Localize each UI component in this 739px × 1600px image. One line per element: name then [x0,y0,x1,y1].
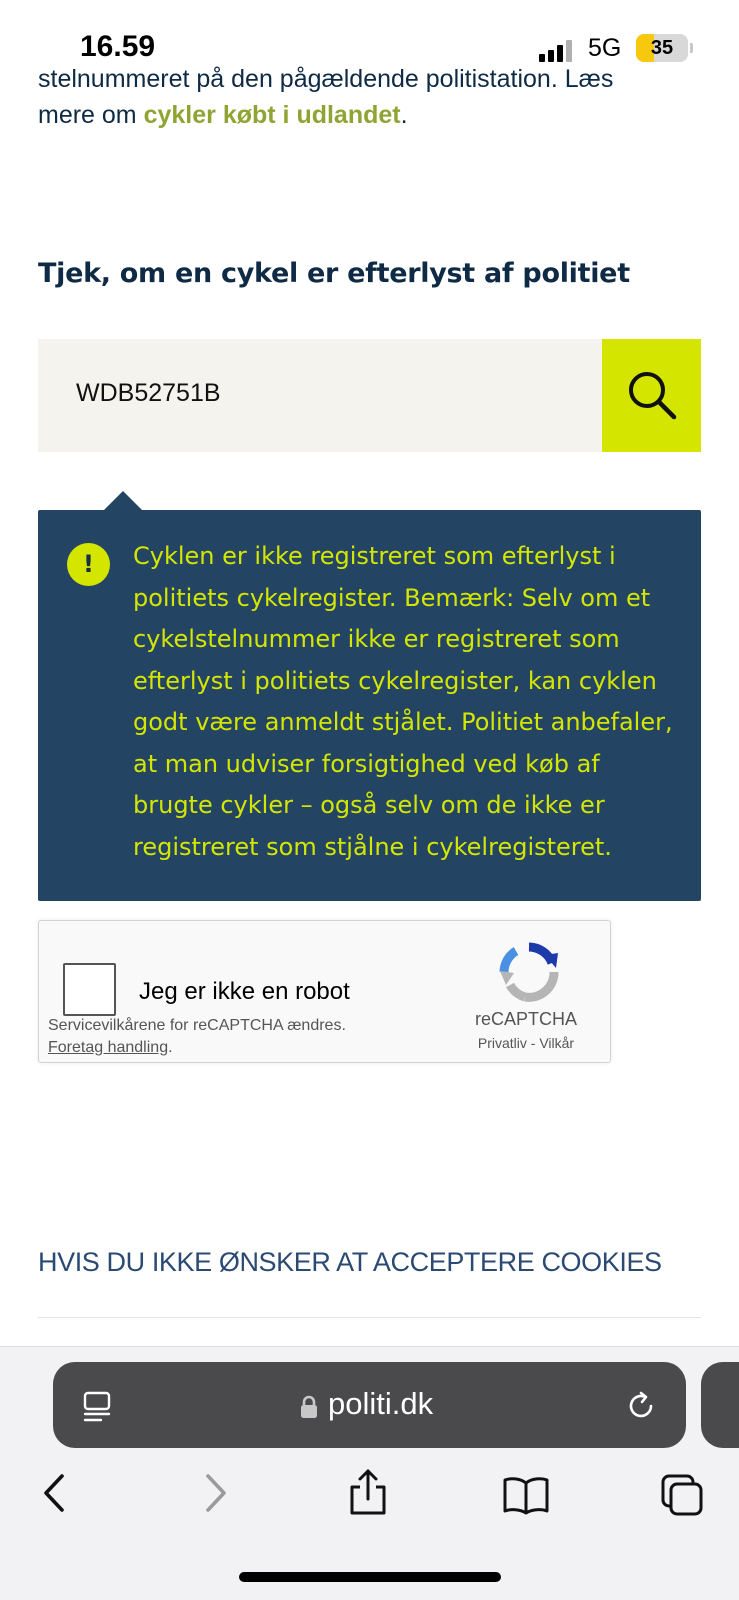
frame-number-value: WDB52751B [76,379,221,407]
result-notice [38,510,701,901]
frame-number-input[interactable] [38,339,602,452]
network-type: 5G [588,34,622,62]
battery-icon [636,34,688,62]
next-tab-preview[interactable] [701,1362,739,1448]
battery-tip [690,43,693,53]
battery-level: 35 [650,37,674,59]
recaptcha-brand: reCAPTCHA [474,1009,577,1029]
reload-icon[interactable] [625,1390,657,1422]
recaptcha-logo-icon [498,941,560,1003]
share-icon[interactable] [348,1467,388,1517]
terms-link[interactable]: Vilkår [539,1035,575,1051]
privacy-link[interactable]: Privatliv [477,1035,527,1051]
tabs-icon[interactable] [660,1473,704,1517]
notice-pointer [104,491,142,510]
recaptcha-checkbox[interactable] [63,963,116,1016]
address-bar[interactable] [53,1362,686,1448]
divider [38,1317,701,1318]
lock-icon [299,1395,319,1419]
forward-icon[interactable] [200,1472,230,1514]
bookmarks-icon[interactable] [502,1475,550,1515]
url-text: politi.dk [328,1386,434,1421]
recaptcha-terms: Servicevilkårene for reCAPTCHA ændres. Foretag handling. [48,1017,346,1056]
intro-line: mere om cykler købt i udlandet. [38,101,408,129]
back-icon[interactable] [40,1472,70,1514]
home-indicator [239,1572,501,1582]
section-heading: Tjek, om en cykel er efterlyst af politiet [38,258,630,289]
recaptcha-label: Jeg er ikke en robot [139,978,350,1005]
intro-cut-line: stelnummeret på den pågældende politistation. Læs [38,65,614,93]
exclamation-icon: ! [67,543,110,586]
cookies-heading[interactable]: HVIS DU IKKE ØNSKER AT ACCEPTERE COOKIES [38,1247,662,1277]
foreign-bikes-link[interactable]: cykler købt i udlandet [143,101,401,129]
intro-paragraph [38,65,703,136]
reader-mode-icon[interactable] [81,1390,113,1422]
search-button[interactable] [602,339,701,452]
status-time: 16.59 [80,30,156,63]
take-action-link[interactable]: Foretag handling [48,1039,169,1056]
search-icon [626,369,678,421]
recaptcha-widget [38,920,611,1063]
signal-icon [539,38,579,62]
browser-toolbar [0,1346,739,1600]
result-message: Cyklen er ikke registreret som efterlyst i politiets cykelregister. Bemærk: Selv om et cykelstelnummer ikke er registreret som efterlyst i politiets cykelregister, kan cyklen godt være anmeldt stjålet. Politiet anbefaler, at man udviser forsigtighed ved køb af brugte cykler – også selv om de ikke er registreret som stjålne i cykelregisteret. [133,542,673,861]
recaptcha-links: Privatliv - Vilkår [477,1035,575,1051]
